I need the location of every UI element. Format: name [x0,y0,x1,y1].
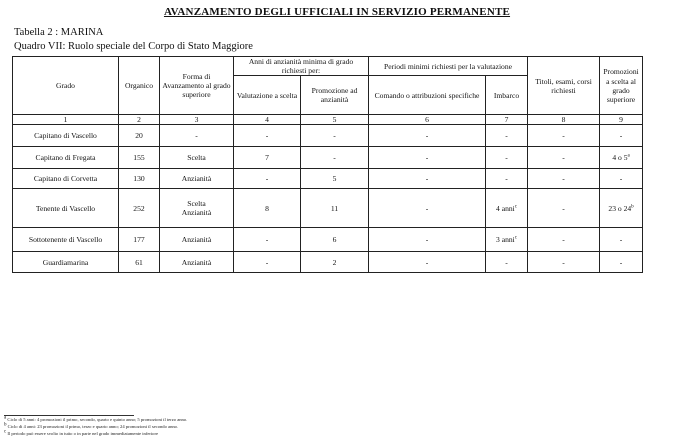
forma-value: Scelta [187,199,206,209]
forma-value: Anzianità [181,174,212,184]
forma-value: Anzianità [181,235,212,245]
header-grado: Grado [13,57,119,115]
cell-promozioni [600,252,643,273]
footnote-mark: b [4,422,7,428]
column-number: 8 [528,115,600,125]
header-row-top [13,57,643,76]
promozioni-value: - [619,174,623,184]
cell-promozioni [600,189,643,228]
cell-valutazione: - [234,252,301,273]
footnote-item [4,430,664,437]
column-number: 1 [13,115,119,125]
cell-imbarco [486,228,528,252]
table-row [13,228,643,252]
cell-organico: 252 [119,189,160,228]
column-number-row [13,115,643,125]
column-number: 3 [160,115,234,125]
cell-valutazione: 7 [234,147,301,169]
header-promozione-ad: Promozione ad anzianità [301,76,369,115]
table-row [13,125,643,147]
cell-promozione: 2 [301,252,369,273]
footnote-text: Ciclo di 5 anni: 4 promozioni il primo, secondo, quarto e quinto anno; 5 promozioni il terzo anno. [7,417,188,422]
footnote-mark: b [631,204,634,210]
cell-titoli: - [528,189,600,228]
header-titoli: Titoli, esami, corsi richiesti [528,57,600,115]
footnote-mark: a [627,153,630,159]
promozioni-value: 23 o 24 [608,203,632,213]
cell-organico: 130 [119,169,160,189]
footnote-mark: a [4,415,7,421]
header-anni-group: Anni di anzianità minima di grado richiesti per: [234,57,369,76]
header-valutazione: Valutazione a scelta [234,76,301,115]
imbarco-value: 4 anni [496,203,515,213]
cell-promozione: 5 [301,169,369,189]
cell-promozioni [600,169,643,189]
forma-value: Anzianità [181,257,212,267]
footnotes [4,416,664,437]
cell-forma [160,228,234,252]
footnote-mark: c [514,204,518,210]
cell-forma [160,189,234,228]
promozioni-value: - [619,257,623,267]
cell-promozione: 6 [301,228,369,252]
cell-comando: - [369,147,486,169]
table-row [13,252,643,273]
column-number: 6 [369,115,486,125]
column-number: 7 [486,115,528,125]
cell-imbarco [486,169,528,189]
quadro-label: Quadro VII: Ruolo speciale del Corpo di Stato Maggiore [14,41,253,52]
cell-organico: 20 [119,125,160,147]
cell-forma [160,169,234,189]
imbarco-value: - [505,131,508,141]
cell-titoli: - [528,228,600,252]
avanzamento-table [12,56,643,273]
header-imbarco: Imbarco [486,76,528,115]
cell-promozioni [600,228,643,252]
cell-organico: 155 [119,147,160,169]
promozioni-value: 4 o 5 [612,153,628,163]
imbarco-value: - [505,153,508,163]
cell-grado: Tenente di Vascello [13,189,119,228]
cell-titoli: - [528,147,600,169]
forma-value: Scelta [187,153,206,163]
column-number: 5 [301,115,369,125]
footnote-mark: c [514,235,518,241]
cell-promozione: - [301,147,369,169]
forma-value: - [195,131,198,141]
table-row [13,189,643,228]
header-comando: Comando o attribuzioni specifiche [369,76,486,115]
cell-forma [160,125,234,147]
footnote-mark: c [4,429,7,435]
cell-grado: Capitano di Fregata [13,147,119,169]
cell-imbarco [486,189,528,228]
cell-imbarco [486,147,528,169]
cell-comando: - [369,125,486,147]
cell-grado: Capitano di Corvetta [13,169,119,189]
cell-valutazione: - [234,228,301,252]
cell-comando: - [369,189,486,228]
cell-organico: 177 [119,228,160,252]
footnote-item [4,423,664,430]
header-organico: Organico [119,57,160,115]
document-title: AVANZAMENTO DEGLI UFFICIALI IN SERVIZIO PERMANENTE [163,6,511,18]
cell-valutazione: - [234,125,301,147]
cell-grado: Guardiamarina [13,252,119,273]
cell-grado: Sottotenente di Vascello [13,228,119,252]
table-row [13,147,643,169]
footnote-text: Il periodo può essere svolto in tutto o in parte nel grado immediatamente inferiore [7,431,159,436]
cell-imbarco [486,125,528,147]
cell-grado: Capitano di Vascello [13,125,119,147]
cell-titoli: - [528,125,600,147]
tabella-label: Tabella 2 : MARINA [14,27,104,38]
cell-valutazione: 8 [234,189,301,228]
column-number: 4 [234,115,301,125]
cell-organico: 61 [119,252,160,273]
header-periodi-group: Periodi minimi richiesti per la valutazione [369,57,528,76]
cell-comando: - [369,169,486,189]
column-number: 2 [119,115,160,125]
cell-imbarco [486,252,528,273]
cell-forma [160,147,234,169]
footnote-item [4,416,664,423]
imbarco-value: 3 anni [496,235,515,245]
cell-comando: - [369,252,486,273]
cell-titoli: - [528,252,600,273]
column-number: 9 [600,115,643,125]
cell-forma [160,252,234,273]
table-row [13,169,643,189]
cell-promozione: - [301,125,369,147]
promozioni-value: - [619,235,623,245]
cell-comando: - [369,228,486,252]
cell-promozioni [600,125,643,147]
imbarco-value: - [505,257,508,267]
cell-titoli: - [528,169,600,189]
cell-promozione: 11 [301,189,369,228]
header-promozioni-scelta: Promozioni a scelta al grado superiore [600,57,643,115]
cell-promozioni [600,147,643,169]
header-forma: Forma di Avanzamento al grado superiore [160,57,234,115]
promozioni-value: - [619,131,623,141]
imbarco-value: - [505,174,508,184]
cell-valutazione: - [234,169,301,189]
forma-value-secondary: Anzianità [181,208,212,218]
footnote-text: Ciclo di 4 anni: 23 promozioni il primo, terzo e quarto anno; 24 promozioni il secondo anno. [7,424,179,429]
